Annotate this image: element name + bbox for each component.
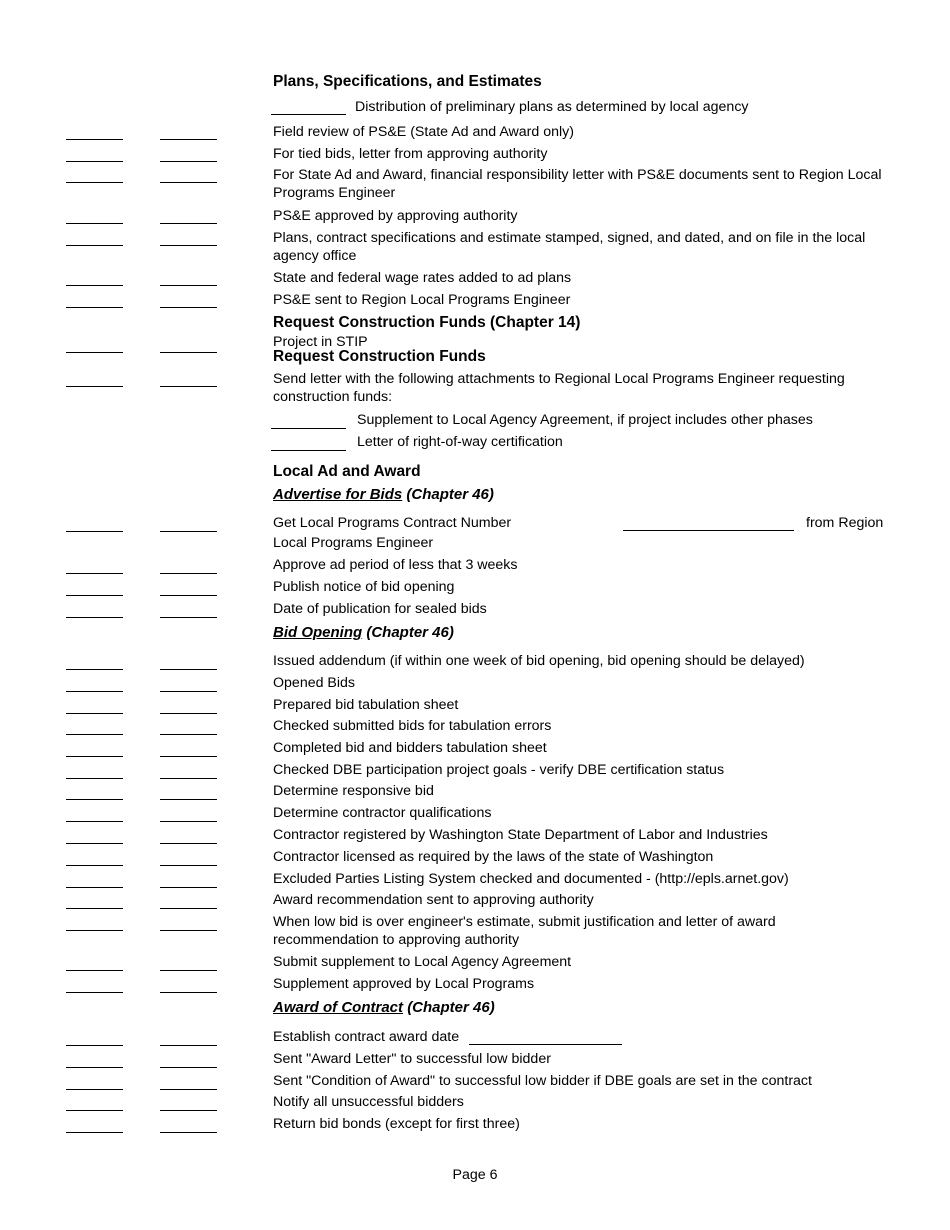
section-heading-local-ad-award: Local Ad and Award (273, 463, 421, 480)
initials-blank[interactable] (160, 182, 217, 183)
date-blank[interactable] (66, 1110, 123, 1111)
date-blank[interactable] (66, 778, 123, 779)
checklist-item-text: Approve ad period of less that 3 weeks (273, 557, 518, 573)
checklist-item-text: When low bid is over engineer's estimate, submit justification and letter of award recommendation to approving authority (273, 914, 776, 948)
date-blank[interactable] (66, 223, 123, 224)
initials-blank[interactable] (160, 1067, 217, 1068)
date-blank[interactable] (66, 669, 123, 670)
contract-number-blank[interactable] (623, 530, 794, 531)
checklist-item-text: Award recommendation sent to approving authority (273, 892, 594, 908)
initials-blank[interactable] (160, 778, 217, 779)
checklist-item-text: Checked DBE participation project goals - verify DBE certification status (273, 762, 725, 778)
initials-blank[interactable] (160, 992, 217, 993)
checklist-item-text: State and federal wage rates added to ad plans (273, 270, 572, 286)
initials-blank[interactable] (160, 285, 217, 286)
initials-blank[interactable] (160, 531, 217, 532)
checklist-item-text: For State Ad and Award, financial responsibility letter with PS&E documents sent to Region Local Programs Engineer (273, 167, 882, 201)
checklist-item-text: Send letter with the following attachments to Regional Local Programs Engineer requesting construction funds: (273, 371, 845, 405)
initials-blank[interactable] (160, 352, 217, 353)
initials-blank[interactable] (160, 161, 217, 162)
checklist-item-text: Submit supplement to Local Agency Agreement (273, 954, 572, 970)
initials-blank[interactable] (160, 799, 217, 800)
checklist-item-text: For tied bids, letter from approving authority (273, 146, 548, 162)
subsection-heading-award: Award of Contract (Chapter 46) (273, 999, 495, 1016)
checklist-item-text: Issued addendum (if within one week of bid opening, bid opening should be delayed) (273, 653, 805, 669)
initials-blank[interactable] (160, 865, 217, 866)
checklist-item-text: Sent "Award Letter" to successful low bidder (273, 1051, 551, 1067)
checklist-item-text: Contractor registered by Washington State Department of Labor and Industries (273, 827, 768, 843)
checklist-item-text: Supplement approved by Local Programs (273, 976, 535, 992)
checklist-item-text: Contractor licensed as required by the laws of the state of Washington (273, 849, 714, 865)
initials-blank[interactable] (160, 970, 217, 971)
date-blank[interactable] (66, 285, 123, 286)
date-blank[interactable] (66, 573, 123, 574)
inline-blank[interactable] (271, 450, 346, 451)
date-blank[interactable] (66, 1067, 123, 1068)
checklist-item-text: Notify all unsuccessful bidders (273, 1094, 464, 1110)
checklist-item-text: Project in STIP (273, 334, 368, 350)
checklist-item-text: Sent "Condition of Award" to successful low bidder if DBE goals are set in the contract (273, 1073, 812, 1089)
checklist-item-text: Publish notice of bid opening (273, 579, 455, 595)
date-blank[interactable] (66, 1045, 123, 1046)
date-blank[interactable] (66, 992, 123, 993)
date-blank[interactable] (66, 352, 123, 353)
initials-blank[interactable] (160, 223, 217, 224)
subsection-heading-advertise: Advertise for Bids (Chapter 46) (273, 486, 494, 503)
date-blank[interactable] (66, 887, 123, 888)
checklist-item-text: Field review of PS&E (State Ad and Award only) (273, 124, 574, 140)
initials-blank[interactable] (160, 139, 217, 140)
initials-blank[interactable] (160, 386, 217, 387)
initials-blank[interactable] (160, 595, 217, 596)
initials-blank[interactable] (160, 1089, 217, 1090)
date-blank[interactable] (66, 756, 123, 757)
checklist-item-text: Opened Bids (273, 675, 356, 691)
checklist-item-text: Prepared bid tabulation sheet (273, 697, 459, 713)
date-blank[interactable] (66, 843, 123, 844)
date-blank[interactable] (66, 734, 123, 735)
initials-blank[interactable] (160, 908, 217, 909)
date-blank[interactable] (66, 595, 123, 596)
checklist-item-text: Checked submitted bids for tabulation errors (273, 718, 552, 734)
date-blank[interactable] (66, 930, 123, 931)
from-region-text: from Region (806, 515, 884, 531)
date-blank[interactable] (66, 1089, 123, 1090)
initials-blank[interactable] (160, 691, 217, 692)
checklist-item-text: Get Local Programs Contract Number (273, 515, 512, 531)
initials-blank[interactable] (160, 887, 217, 888)
checklist-item-text: Establish contract award date (273, 1029, 460, 1045)
checklist-item-text: Distribution of preliminary plans as determined by local agency (355, 99, 749, 115)
checklist-item-text: Determine contractor qualifications (273, 805, 492, 821)
date-blank[interactable] (66, 799, 123, 800)
attachment-text: Letter of right-of-way certification (357, 434, 563, 450)
initials-blank[interactable] (160, 245, 217, 246)
checklist-item-text: Local Programs Engineer (273, 535, 434, 551)
checklist-item-text: Excluded Parties Listing System checked and documented - (http://epls.arnet.gov) (273, 871, 789, 887)
initials-blank[interactable] (160, 930, 217, 931)
date-blank[interactable] (66, 182, 123, 183)
date-blank[interactable] (66, 713, 123, 714)
initials-blank[interactable] (160, 669, 217, 670)
initials-blank[interactable] (160, 821, 217, 822)
date-blank[interactable] (66, 161, 123, 162)
initials-blank[interactable] (160, 1110, 217, 1111)
initials-blank[interactable] (160, 307, 217, 308)
date-blank[interactable] (66, 531, 123, 532)
date-blank[interactable] (66, 908, 123, 909)
attachment-text: Supplement to Local Agency Agreement, if project includes other phases (357, 412, 813, 428)
date-blank[interactable] (66, 970, 123, 971)
checklist-item-text: Determine responsive bid (273, 783, 434, 799)
inline-blank[interactable] (271, 428, 346, 429)
date-blank[interactable] (66, 821, 123, 822)
date-blank[interactable] (66, 865, 123, 866)
initials-blank[interactable] (160, 843, 217, 844)
checklist-item-text: PS&E sent to Region Local Programs Engineer (273, 292, 571, 308)
subsection-heading-bid-opening: Bid Opening (Chapter 46) (273, 624, 454, 641)
initials-blank[interactable] (160, 713, 217, 714)
initials-blank[interactable] (160, 1132, 217, 1133)
award-date-blank[interactable] (469, 1044, 622, 1045)
page-number: Page 6 (452, 1167, 498, 1183)
date-blank[interactable] (66, 386, 123, 387)
date-blank[interactable] (66, 245, 123, 246)
inline-blank[interactable] (271, 114, 346, 115)
initials-blank[interactable] (160, 617, 217, 618)
section-heading-pse: Plans, Specifications, and Estimates (273, 73, 542, 90)
initials-blank[interactable] (160, 1045, 217, 1046)
date-blank[interactable] (66, 307, 123, 308)
date-blank[interactable] (66, 691, 123, 692)
checklist-item-text: Completed bid and bidders tabulation sheet (273, 740, 547, 756)
checklist-item-text: PS&E approved by approving authority (273, 208, 518, 224)
date-blank[interactable] (66, 139, 123, 140)
section-heading-construction-funds: Request Construction Funds (273, 348, 486, 365)
initials-blank[interactable] (160, 756, 217, 757)
date-blank[interactable] (66, 617, 123, 618)
initials-blank[interactable] (160, 573, 217, 574)
date-blank[interactable] (66, 1132, 123, 1133)
checklist-item-text: Plans, contract specifications and estimate stamped, signed, and dated, and on file in the local agency office (273, 230, 866, 264)
initials-blank[interactable] (160, 734, 217, 735)
checklist-item-text: Return bid bonds (except for first three) (273, 1116, 520, 1132)
section-heading-construction-funds-ch14: Request Construction Funds (Chapter 14) (273, 314, 581, 331)
checklist-item-text: Date of publication for sealed bids (273, 601, 487, 617)
